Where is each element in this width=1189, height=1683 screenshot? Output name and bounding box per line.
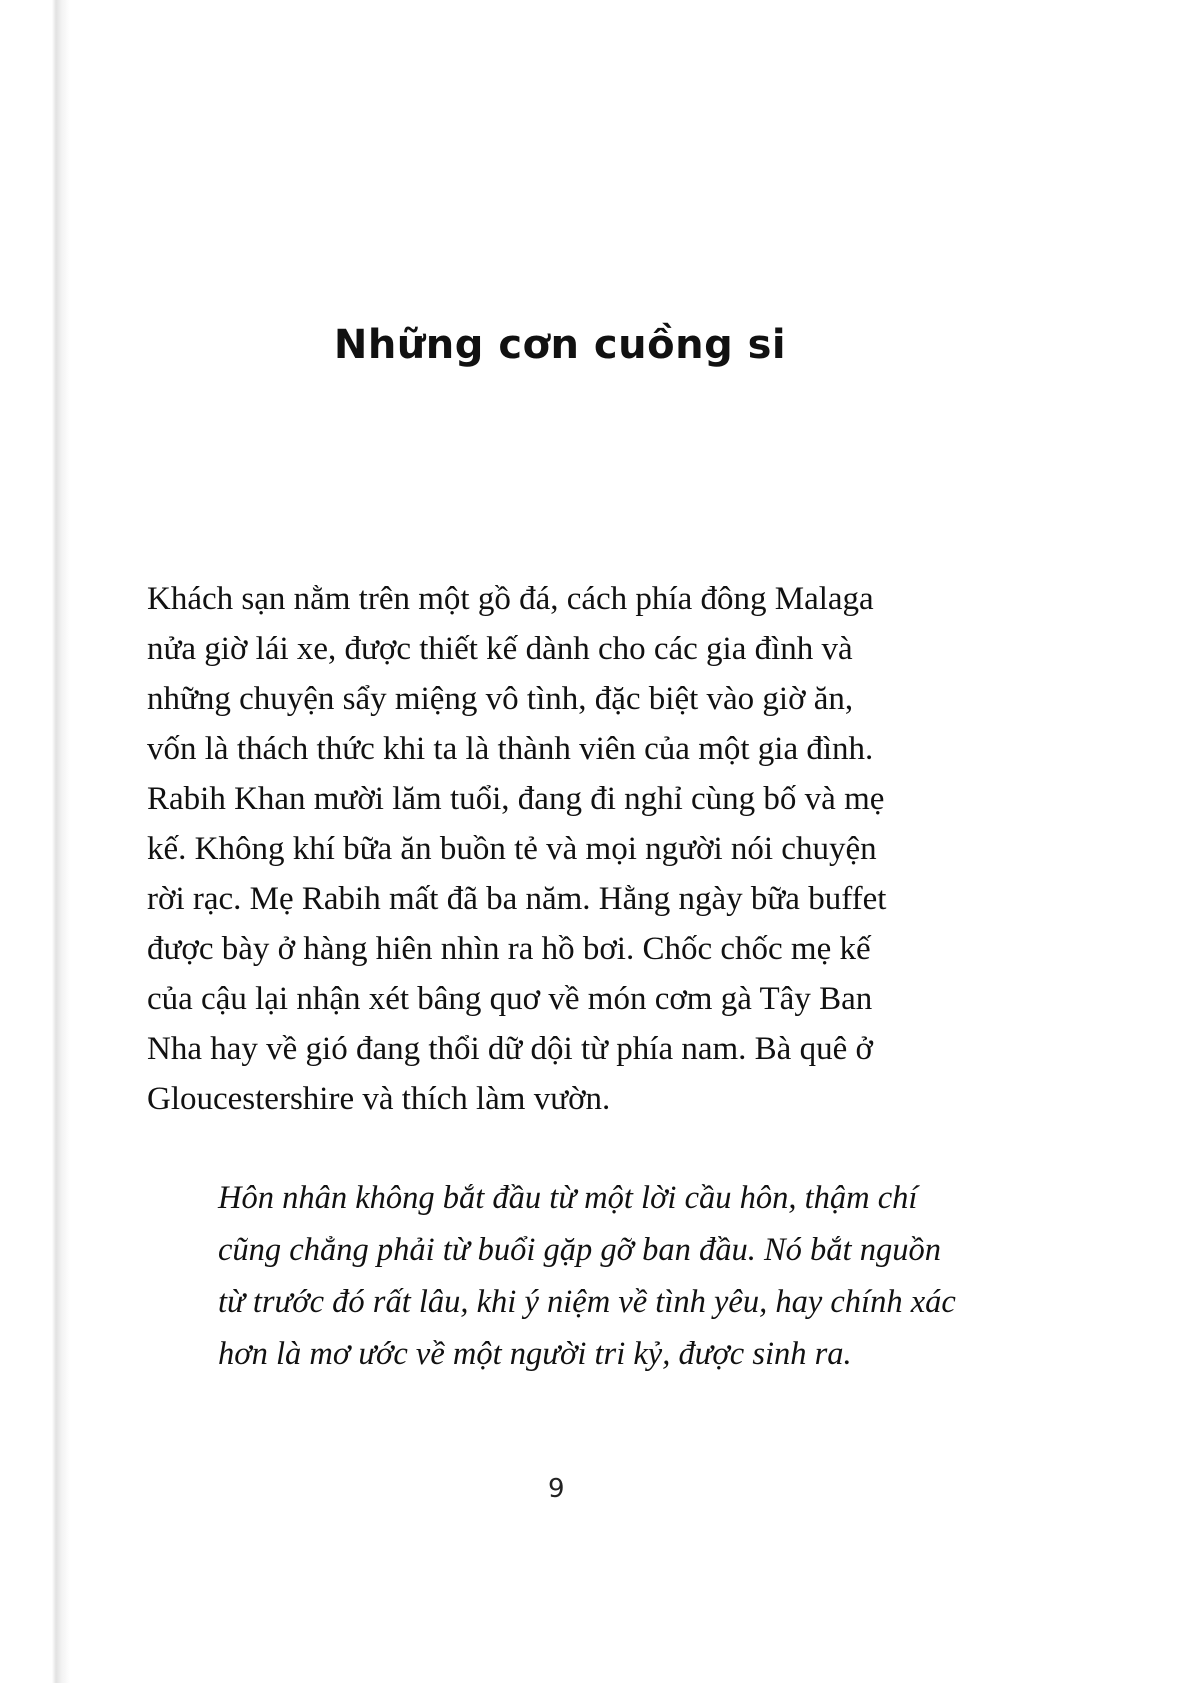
- paragraph-line: những chuyện sẩy miệng vô tình, đặc biệt vào giờ ăn,: [147, 681, 854, 717]
- chapter-title: Những cơn cuồng si: [333, 322, 787, 368]
- quote-line: từ trước đó rất lâu, khi ý niệm về tình yêu, hay chính xác: [218, 1284, 956, 1320]
- paragraph-line: nửa giờ lái xe, được thiết kế dành cho các gia đình và: [147, 631, 853, 667]
- body-paragraph: [147, 574, 977, 1124]
- paragraph-line: vốn là thách thức khi ta là thành viên của một gia đình.: [147, 731, 874, 767]
- italic-quote: [218, 1172, 998, 1380]
- paragraph-line: Rabih Khan mười lăm tuổi, đang đi nghỉ cùng bố và mẹ: [147, 781, 885, 817]
- paragraph-line: Khách sạn nằm trên một gồ đá, cách phía đông Malaga: [147, 581, 874, 617]
- quote-line: cũng chẳng phải từ buổi gặp gỡ ban đầu. Nó bắt nguồn: [218, 1232, 941, 1268]
- paragraph-line: kế. Không khí bữa ăn buồn tẻ và mọi người nói chuyện: [147, 831, 877, 867]
- paragraph-line: được bày ở hàng hiên nhìn ra hồ bơi. Chốc chốc mẹ kế: [147, 931, 871, 967]
- paragraph-line: của cậu lại nhận xét bâng quơ về món cơm gà Tây Ban: [147, 981, 873, 1017]
- quote-line: Hôn nhân không bắt đầu từ một lời cầu hôn, thậm chí: [218, 1180, 918, 1216]
- quote-line: hơn là mơ ước về một người tri kỷ, được sinh ra.: [218, 1336, 852, 1372]
- paragraph-line: Gloucestershire và thích làm vườn.: [147, 1081, 611, 1117]
- page-number: 9: [548, 1474, 565, 1504]
- paragraph-line: rời rạc. Mẹ Rabih mất đã ba năm. Hằng ngày bữa buffet: [147, 881, 887, 917]
- scan-edge-shadow: [0, 0, 70, 1683]
- paragraph-line: Nha hay về gió đang thổi dữ dội từ phía nam. Bà quê ở: [147, 1031, 873, 1067]
